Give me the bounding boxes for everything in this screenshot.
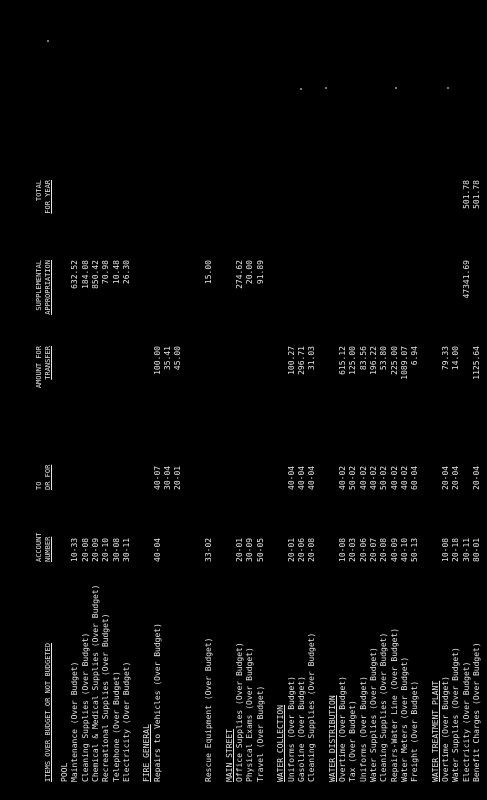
row-account: 20-09 [90,537,100,562]
row-transfer-amount: 615.12 [338,346,348,375]
rotated-table [10,70,480,790]
row-account: 10-08 [338,537,348,562]
row-account: 20-01 [286,537,296,562]
row-dr-for: 40-02 [389,465,399,490]
row-dr-for: 40-02 [399,465,409,490]
col-dr-label-2: DR FOR [44,464,52,490]
row-transfer-amount: 1089.07 [399,346,409,380]
row-description: Freight (Over Budget) [410,680,420,782]
row-transfer-amount: 45.00 [173,346,183,371]
row-transfer-amount: 79.33 [441,346,451,371]
row-account: 30-08 [111,537,121,562]
row-transfer-amount: 14.00 [451,346,461,371]
row-account: 10-33 [70,537,80,562]
row-transfer-amount: 196.22 [369,346,378,375]
row-description: Rescue Equipment (Over Budget) [204,637,214,782]
row-transfer-amount: 125.00 [348,346,358,375]
col-supplemental-label: SUPPLEMENTAL [35,260,43,311]
row-account: 50-05 [255,537,265,562]
row-account: 20-08 [307,537,317,562]
row-account: 20-06 [358,537,368,562]
row-account: 20-18 [451,537,461,562]
row-transfer-amount: 6.94 [410,346,420,366]
row-transfer-amount: 53.80 [379,346,389,371]
row-account: 20-07 [369,537,378,562]
row-supplemental: 91.89 [255,260,265,285]
row-description: Electricity (Over Budget) [121,661,131,782]
row-dr-for: 40-04 [296,465,306,490]
row-account: 20-06 [296,537,306,562]
row-description: Office Supplies (Over Budget) [235,642,245,782]
row-account: 80-01 [472,537,481,562]
row-description: MAIN STREET [224,729,234,782]
row-dr-for: 40-02 [358,465,368,490]
row-description: Cleaning Supplies (Over Budget) [379,632,389,782]
row-description: Telephone (Over Budget) [111,671,121,782]
row-description: Tax (Over Budget) [348,700,358,782]
row-description: Gasoline (Over Budget) [296,676,306,782]
row-supplemental: 15.00 [204,260,214,285]
row-description: POOL [60,762,69,782]
row-year-total: 501.78 [472,180,481,209]
row-transfer-amount: 31.03 [307,346,317,371]
row-account: 30-09 [245,537,255,562]
row-dr-for: 50-02 [348,465,358,490]
row-dr-for: 20-01 [173,465,183,490]
row-transfer-amount: 1125.64 [472,346,481,380]
row-description: Uniforms (Over Budget) [358,676,368,782]
col-supplemental-label-2: APPROPRIATION [44,260,52,315]
row-description: Overtime (Over Budget) [441,676,451,782]
row-description: Water Supplies (Over Budget) [451,647,461,782]
row-account: 40-09 [389,537,399,562]
row-description: Repairs-Water Line (Over Budget) [389,627,399,782]
row-transfer-amount: 225.00 [389,346,399,375]
row-account: 33-02 [204,537,214,562]
row-account: 40-10 [399,537,409,562]
row-transfer-amount: 35.41 [163,346,172,371]
row-account: 10-08 [441,537,451,562]
row-year-total: 501.78 [461,180,471,209]
col-year-label: TOTAL [35,180,43,202]
row-transfer-amount: 296.71 [296,346,306,375]
row-supplemental: 632.52 [70,260,80,289]
row-account: 20-08 [80,537,90,562]
row-account: 40-04 [152,537,162,562]
row-account: 30-11 [461,537,471,562]
col-year-label-2: FOR YEAR [44,180,52,214]
row-supplemental: 184.08 [80,260,90,289]
row-dr-for: 60-04 [410,465,420,490]
row-dr-for: 40-02 [369,465,378,490]
row-dr-for: 20-04 [472,465,481,490]
row-description: WATER TREATMENT PLANT [430,680,440,782]
row-description: Cleaning Supplies (Over Budget) [80,632,90,782]
row-description: WATER DISTRIBUTION [327,695,337,782]
row-description: WATER COLLECTION [276,704,286,782]
row-description: Repairs to Vehicles (Over Budget) [152,623,162,782]
row-description: Physical Exams (Over Budget) [245,647,255,782]
row-dr-for: 40-04 [286,465,296,490]
row-dr-for: 40-04 [307,465,317,490]
row-description: Maintenance (Over Budget) [70,661,80,782]
row-account: 20-01 [235,537,245,562]
row-supplemental: 20.00 [245,260,255,285]
row-transfer-amount: 100.27 [286,346,296,375]
row-description: Uniforms (Over Budget) [286,676,296,782]
col-transfer-label: AMOUNT FOR [35,346,43,389]
row-account: 20-10 [101,537,111,562]
row-supplemental: 850.42 [90,260,100,289]
row-account: 20-03 [348,537,358,562]
row-description: Water Meters (Over Budget) [399,656,409,782]
row-dr-for: 40-02 [338,465,348,490]
row-dr-for: 20-04 [451,465,461,490]
row-description: Water Supplies (Over Budget) [369,647,378,782]
row-description: Electricity (Over Budget) [461,661,471,782]
row-transfer-amount: 100.00 [152,346,162,375]
row-description: Recreational Supplies (Over Budget) [101,613,111,782]
col-transfer-label-2: TRANSFER [44,346,52,380]
row-description: Travel (Over Budget) [255,685,265,782]
row-description: Benefit Charges (Over Budget) [472,642,481,782]
row-supplemental: 10.48 [111,260,121,285]
page-title: ITEMS OVER BUDGET OR NOT BUDGETED [44,642,52,782]
row-description: Chemical & Medical Supplies (Over Budget) [90,584,100,782]
row-description: Overtime (Over Budget) [338,676,348,782]
row-supplemental: 47341.69 [461,260,471,299]
row-dr-for: 30-04 [163,465,172,490]
row-dr-for: 50-02 [379,465,389,490]
row-dr-for: 40-07 [152,465,162,490]
row-description: FIRE GENERAL [142,724,152,782]
row-account: 20-08 [379,537,389,562]
row-supplemental: 26.30 [121,260,131,285]
row-account: 50-13 [410,537,420,562]
col-dr-label: TO [35,481,43,490]
row-supplemental: 70.98 [101,260,111,285]
row-description: Cleaning Supplies (Over Budget) [307,632,317,782]
row-dr-for: 20-04 [441,465,451,490]
row-account: 30-11 [121,537,131,562]
row-transfer-amount: 83.56 [358,346,368,371]
row-supplemental: 274.62 [235,260,245,289]
col-account-label-2: NUMBER [44,536,52,562]
col-account-label: ACCOUNT [35,532,43,562]
